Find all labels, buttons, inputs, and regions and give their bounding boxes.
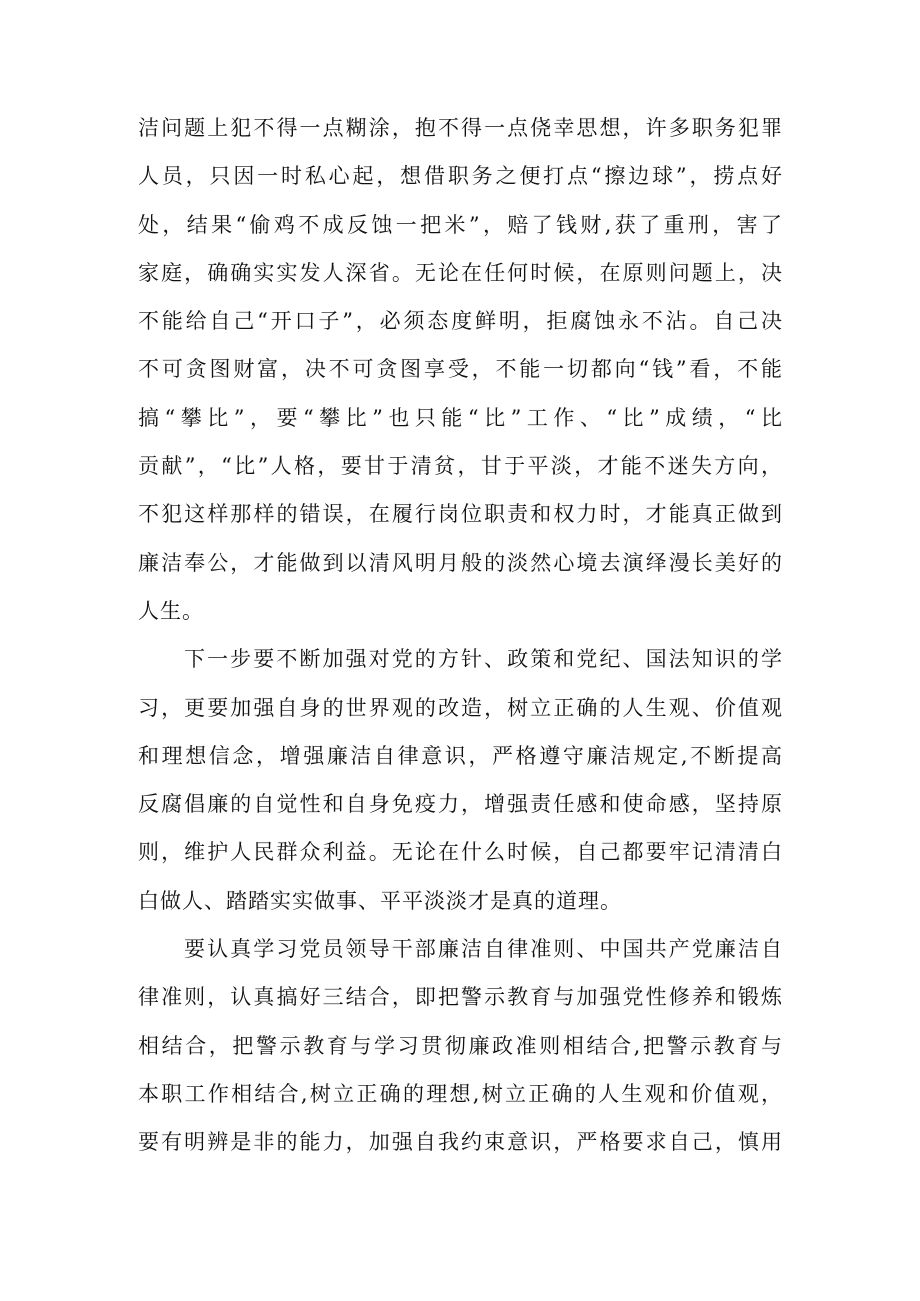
text-line: 搞“攀比”，要“攀比”也只能“比”工作、“比”成绩，“比 bbox=[138, 405, 782, 430]
text-line: 律准则，认真搞好三结合，即把警示教育与加强党性修养和锻炼 bbox=[138, 985, 782, 1010]
document-body bbox=[138, 104, 782, 1167]
text-line: 廉洁奉公，才能做到以清风明月般的淡然心境去演绎漫长美好的 bbox=[138, 550, 782, 575]
text-line: 本职工作相结合,树立正确的理想,树立正确的人生观和价值观， bbox=[138, 1081, 782, 1106]
text-line: 处，结果“偷鸡不成反蚀一把米”，赔了钱财,获了重刑，害了 bbox=[138, 212, 782, 237]
text-line: 不可贪图财富，决不可贪图享受，不能一切都向“钱”看，不能 bbox=[138, 357, 782, 382]
text-line: 要有明辨是非的能力，加强自我约束意识，严格要求自己，慎用 bbox=[138, 1130, 782, 1155]
text-line: 反腐倡廉的自觉性和自身免疫力，增强责任感和使命感，坚持原 bbox=[138, 792, 782, 817]
paragraph bbox=[138, 925, 782, 1166]
text-line: 贡献”，“比”人格，要甘于清贫，甘于平淡，才能不迷失方向， bbox=[138, 454, 782, 479]
paragraph bbox=[138, 635, 782, 925]
text-line: 家庭，确确实实发人深省。无论在任何时候，在原则问题上，决 bbox=[138, 260, 782, 285]
text-line: 下一步要不断加强对党的方针、政策和党纪、国法知识的学 bbox=[184, 647, 782, 672]
text-line: 白做人、踏踏实实做事、平平淡淡才是真的道理。 bbox=[138, 888, 622, 913]
text-line: 不能给自己“开口子”，必须态度鲜明，拒腐蚀永不沾。自己决 bbox=[138, 309, 782, 334]
text-line: 习，更要加强自身的世界观的改造，树立正确的人生观、价值观 bbox=[138, 695, 782, 720]
text-line: 人员，只因一时私心起，想借职务之便打点“擦边球”，捞点好 bbox=[138, 164, 782, 189]
text-line: 和理想信念，增强廉洁自律意识，严格遵守廉洁规定,不断提高 bbox=[138, 743, 782, 768]
text-line: 要认真学习党员领导干部廉洁自律准则、中国共产党廉洁自 bbox=[184, 937, 782, 962]
text-line: 洁问题上犯不得一点糊涂，抱不得一点侥幸思想，许多职务犯罪 bbox=[138, 116, 782, 140]
text-line: 相结合，把警示教育与学习贯彻廉政准则相结合,把警示教育与 bbox=[138, 1033, 782, 1058]
paragraph bbox=[138, 104, 782, 635]
text-line: 人生。 bbox=[138, 598, 204, 623]
text-line: 则，维护人民群众利益。无论在什么时候，自己都要牢记清清白 bbox=[138, 840, 782, 865]
text-line: 不犯这样那样的错误，在履行岗位职责和权力时，才能真正做到 bbox=[138, 502, 782, 527]
